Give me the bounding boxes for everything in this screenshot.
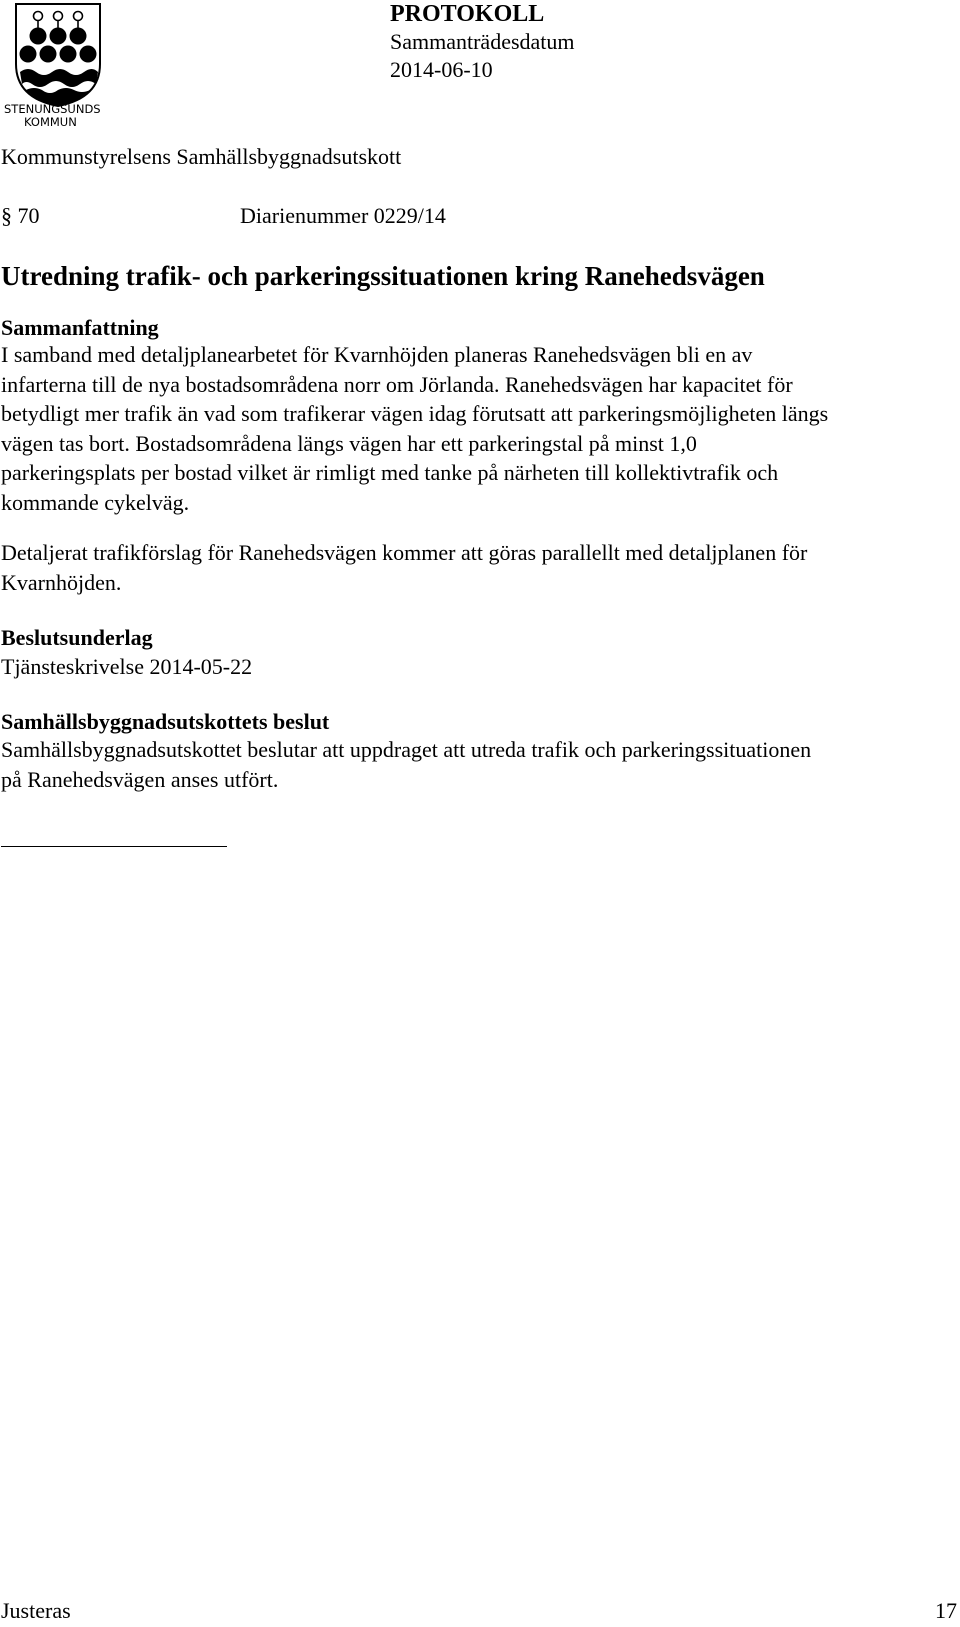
signature-rule [1, 846, 227, 847]
summary-paragraph-2 [1, 538, 946, 597]
coat-of-arms-icon [4, 2, 116, 128]
basis-heading: Beslutsunderlag [1, 625, 153, 650]
document-type: PROTOKOLL [390, 1, 545, 27]
paragraph-number [1, 202, 40, 230]
summary-line: Kvarnhöjden. [1, 569, 122, 595]
paragraph-symbol: § [1, 203, 12, 228]
page-number: 17 [935, 1598, 957, 1623]
summary-line: infarterna till de nya bostadsområdena norr om Jörlanda. Ranehedsvägen har kapacitet för [1, 371, 793, 397]
committee-name: Kommunstyrelsens Samhällsbyggnadsutskott [1, 144, 402, 169]
page-title: Utredning trafik- och parkeringssituationen kring Ranehedsvägen [1, 261, 765, 291]
paragraph-number-value: 70 [17, 203, 40, 228]
decision-heading: Samhällsbyggnadsutskottets beslut [1, 709, 330, 734]
meeting-date: 2014-06-10 [390, 57, 493, 82]
logo-text-line2: KOMMUN [24, 115, 77, 128]
decision-line: på Ranehedsvägen anses utfört. [1, 766, 279, 792]
summary-heading: Sammanfattning [1, 315, 159, 340]
diary-number: Diarienummer 0229/14 [240, 203, 446, 228]
decision-text [1, 735, 946, 794]
meeting-date-label: Sammanträdesdatum [390, 29, 575, 54]
summary-line: betydligt mer trafik än vad som trafikerar vägen idag förutsatt att parkeringsmöjligheten längs [1, 401, 829, 427]
basis-item: Tjänsteskrivelse 2014-05-22 [1, 654, 253, 679]
logo-text-line1: STENUNGSUNDS [4, 102, 101, 116]
decision-line: Samhällsbyggnadsutskottet beslutar att uppdraget att utreda trafik och parkeringssituationen [1, 737, 812, 762]
summary-line: Detaljerat trafikförslag för Ranehedsvägen kommer att göras parallellt med detaljplanen för [1, 540, 808, 565]
summary-line: vägen tas bort. Bostadsområdena längs vägen har ett parkeringstal på minst 1,0 [1, 430, 697, 456]
summary-line: parkeringsplats per bostad vilket är rimligt med tanke på närheten till kollektivtrafik och [1, 460, 779, 486]
footer-justeras: Justeras [1, 1598, 71, 1623]
summary-line: I samband med detaljplanearbetet för Kvarnhöjden planeras Ranehedsvägen bli en av [1, 342, 753, 367]
summary-paragraph-1 [1, 340, 946, 518]
stenungsunds-kommun-logo [4, 2, 116, 128]
summary-line: kommande cykelväg. [1, 489, 190, 515]
